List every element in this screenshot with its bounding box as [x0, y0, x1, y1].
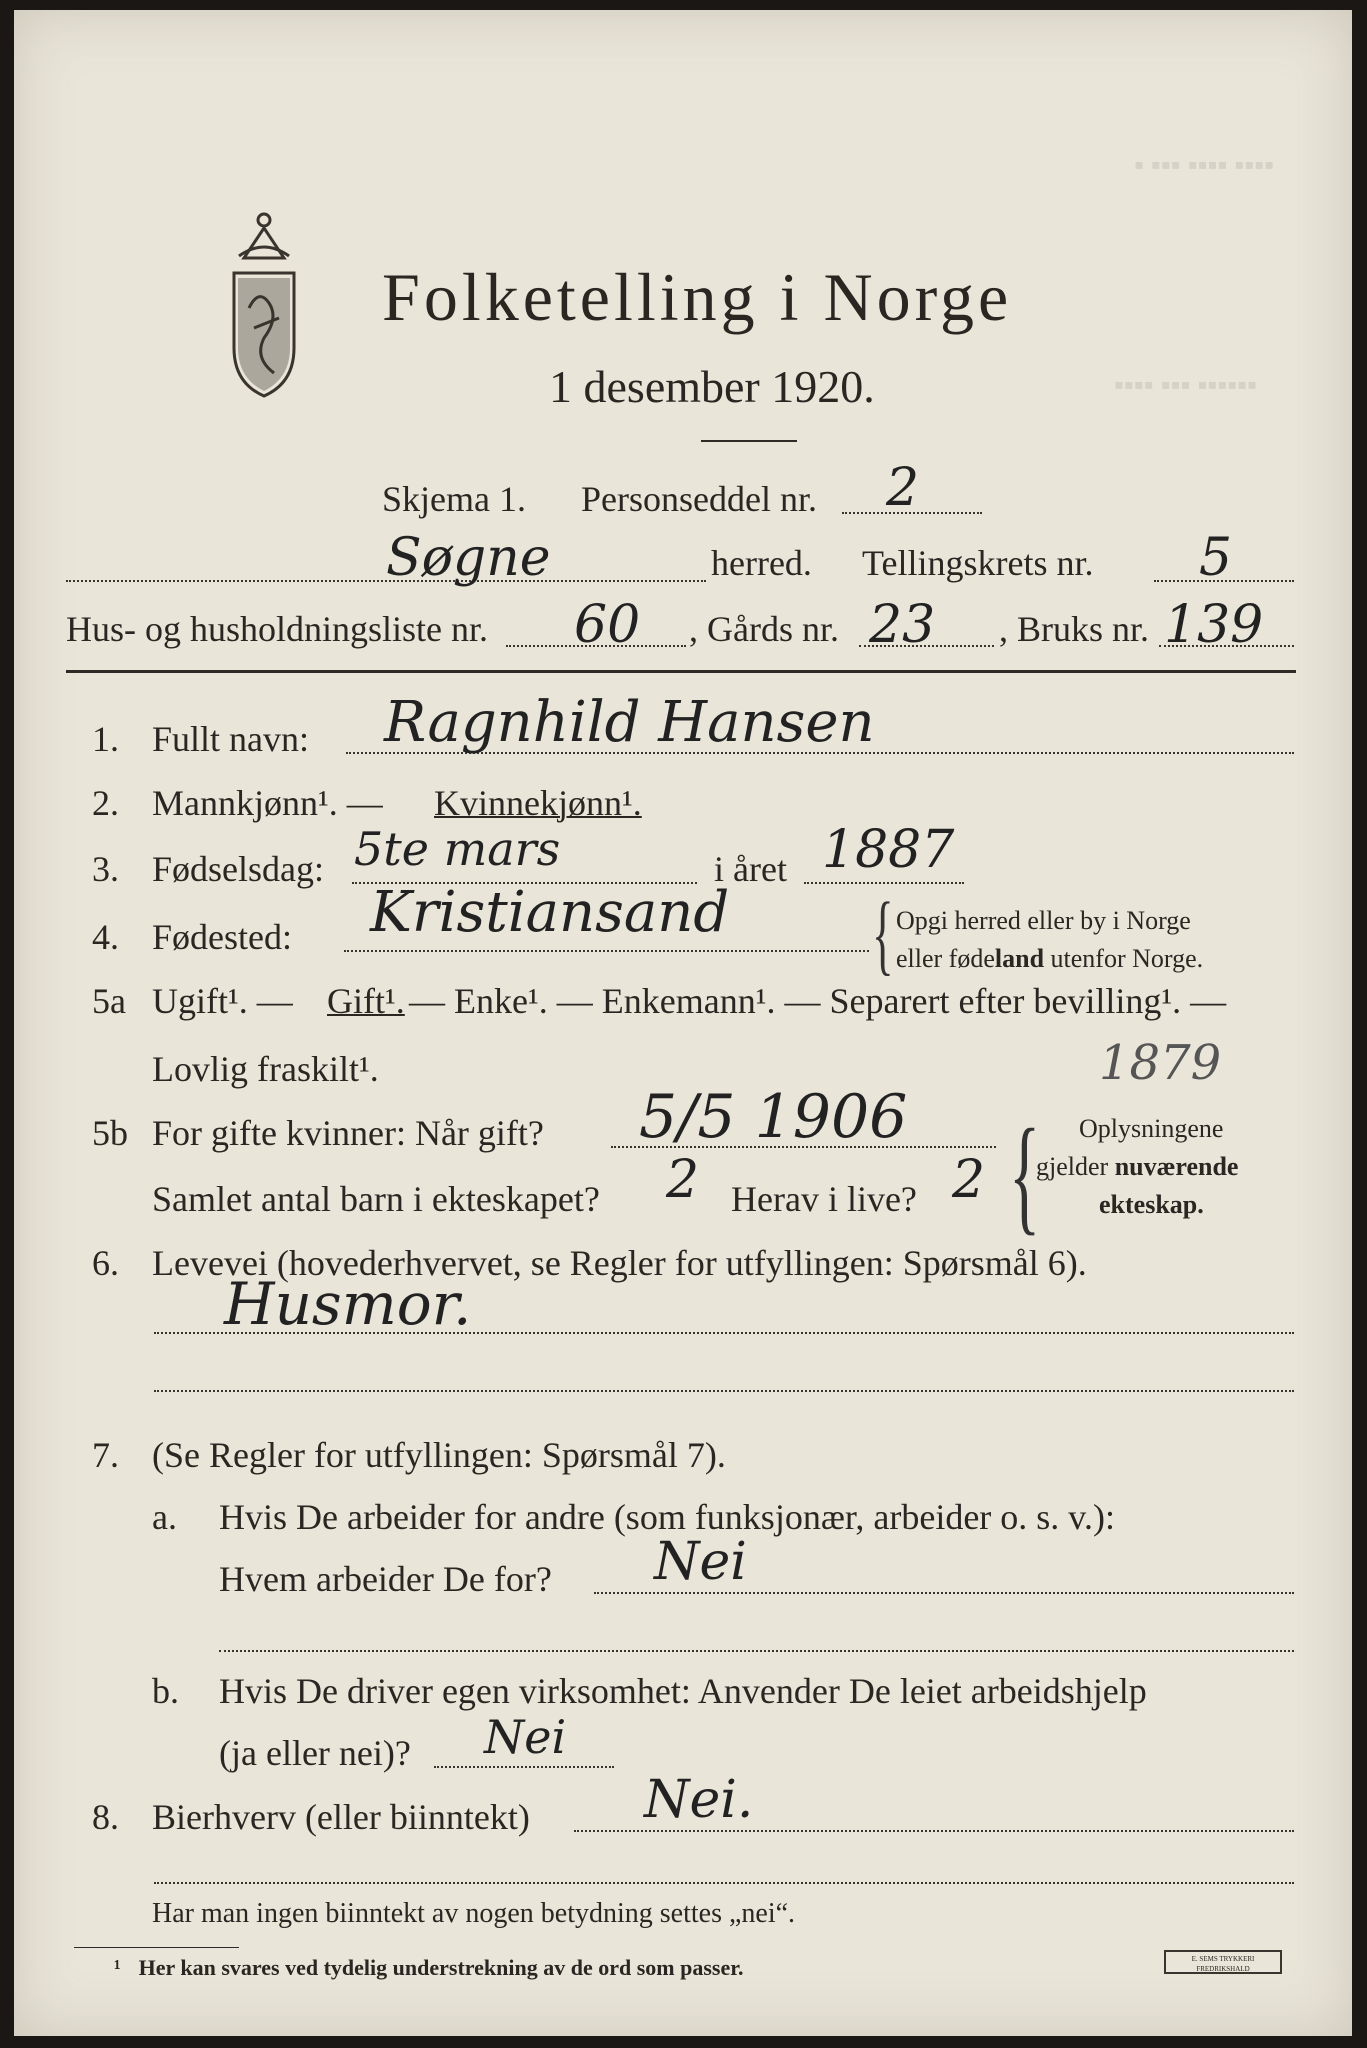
- q5b-children: 2: [666, 1150, 700, 1210]
- q5a-rest: — Enke¹. — Enkemann¹. — Separert efter bevilling¹. —: [409, 981, 1227, 1021]
- q5a-ugift: Ugift¹. —: [152, 981, 293, 1021]
- q5b-alive: 2: [952, 1150, 986, 1210]
- q3-year-line: [804, 882, 964, 884]
- q7a-letter: a.: [152, 1497, 177, 1537]
- q7a-value: Nei: [654, 1532, 747, 1592]
- q8-value: Nei.: [644, 1770, 754, 1830]
- personseddel-value: 2: [886, 458, 920, 518]
- q3-label: Fødselsdag:: [152, 849, 325, 889]
- q4-value: Kristiansand: [370, 880, 730, 945]
- footnote: ¹ Her kan svares ved tydelig understrekning av de ord som passer.: [114, 1955, 744, 1980]
- q2-number: 2.: [92, 783, 119, 823]
- gards-label: , Gårds nr.: [689, 609, 839, 649]
- q8-label: Bierhverv (eller biinntekt): [152, 1797, 530, 1837]
- q7-label: (Se Regler for utfyllingen: Spørsmål 7).: [152, 1435, 726, 1475]
- q3-year-label: i året: [714, 849, 787, 889]
- q5b-alive-label: Herav i live?: [731, 1179, 917, 1219]
- q4-line: [344, 950, 869, 952]
- q6-line-2: [154, 1390, 1294, 1392]
- q5b-label-1: For gifte kvinner: Når gift?: [152, 1113, 544, 1153]
- q5a-gift: Gift¹.: [327, 981, 405, 1021]
- q5b-note-1: Oplysningene: [1079, 1114, 1224, 1143]
- skjema-label: Skjema 1.: [382, 479, 526, 519]
- coat-of-arms-icon: [214, 198, 314, 398]
- gards-value: 23: [869, 595, 936, 655]
- q4-note-1: Opgi herred eller by i Norge: [896, 906, 1191, 935]
- header-rule: [66, 670, 1296, 673]
- q5a-fraskilt: Lovlig fraskilt¹.: [152, 1049, 379, 1089]
- q1-value: Ragnhild Hansen: [384, 690, 875, 755]
- q5b-note-2: gjelder nuværende: [1036, 1152, 1239, 1181]
- q6-value: Husmor.: [224, 1270, 472, 1338]
- tellingskrets-label: Tellingskrets nr.: [862, 543, 1094, 583]
- census-date: 1 desember 1920.: [549, 361, 875, 412]
- q4-number: 4.: [92, 917, 119, 957]
- q5b-brace: {: [1009, 1103, 1041, 1247]
- herred-label: herred.: [711, 543, 812, 583]
- q7-number: 7.: [92, 1435, 119, 1475]
- q4-label: Fødested:: [152, 917, 292, 957]
- divider: [701, 440, 797, 442]
- q2-female: Kvinnekjønn¹.: [434, 783, 642, 823]
- form-title: Folketelling i Norge: [382, 259, 1013, 335]
- q3-year: 1887: [822, 820, 955, 880]
- q3-day: 5te mars: [354, 822, 561, 876]
- q5b-number: 5b: [92, 1113, 128, 1153]
- footnote-rule: [74, 1947, 239, 1948]
- q4-brace: {: [872, 885, 894, 984]
- personseddel-label: Personseddel nr.: [581, 479, 817, 519]
- q7a-line-2: [219, 1650, 1294, 1652]
- q7b-question: (ja eller nei)?: [219, 1733, 411, 1773]
- q3-number: 3.: [92, 849, 119, 889]
- q5b-extra-year: 1879: [1099, 1035, 1222, 1091]
- bleed-through: ▪ ▪▪▪ ▪▪▪▪ ▪▪▪▪: [1134, 150, 1275, 181]
- q1-label: Fullt navn:: [152, 719, 310, 759]
- q7a-text: Hvis De arbeider for andre (som funksjonær, arbeider o. s. v.):: [219, 1497, 1115, 1537]
- bruks-value: 139: [1164, 595, 1264, 655]
- q6-number: 6.: [92, 1243, 119, 1283]
- q8-line-2: [154, 1882, 1294, 1884]
- q7a-question: Hvem arbeider De for?: [219, 1559, 552, 1599]
- q5b-married: 5/5 1906: [639, 1082, 908, 1152]
- herred-value: Søgne: [386, 528, 551, 588]
- tellingskrets-value: 5: [1199, 528, 1233, 588]
- q5b-label-2: Samlet antal barn i ekteskapet?: [152, 1179, 600, 1219]
- q1-number: 1.: [92, 719, 119, 759]
- q7b-line: [434, 1766, 614, 1768]
- hus-label: Hus- og husholdningsliste nr.: [66, 609, 489, 649]
- q7b-text: Hvis De driver egen virksomhet: Anvender De leiet arbeidshjelp: [219, 1671, 1147, 1711]
- q8-number: 8.: [92, 1797, 119, 1837]
- bleed-through: ▪▪▪▪ ▪▪▪ ▪▪▪▪▪▪: [1114, 370, 1258, 401]
- q6-line-1: [154, 1332, 1294, 1334]
- census-form: [14, 10, 1352, 2036]
- q4-note-2: eller fødeland utenfor Norge.: [896, 944, 1204, 973]
- q5a-number: 5a: [92, 981, 126, 1021]
- q7a-line: [594, 1592, 1294, 1594]
- bottom-note: Har man ingen biinntekt av nogen betydning settes „nei“.: [152, 1898, 796, 1929]
- q8-line: [574, 1830, 1294, 1832]
- q2-male: Mannkjønn¹. —: [152, 783, 383, 823]
- q5b-note-3: ekteskap.: [1099, 1190, 1204, 1219]
- q7b-letter: b.: [152, 1671, 179, 1711]
- q6-label: Levevei (hovederhvervet, se Regler for utfyllingen: Spørsmål 6).: [152, 1243, 1087, 1283]
- hus-value: 60: [574, 595, 641, 655]
- q7b-value: Nei: [484, 1710, 567, 1764]
- printer-mark: E. SEMS TRYKKERI FREDRIKSHALD: [1164, 1950, 1282, 1974]
- bruks-label: , Bruks nr.: [999, 609, 1150, 649]
